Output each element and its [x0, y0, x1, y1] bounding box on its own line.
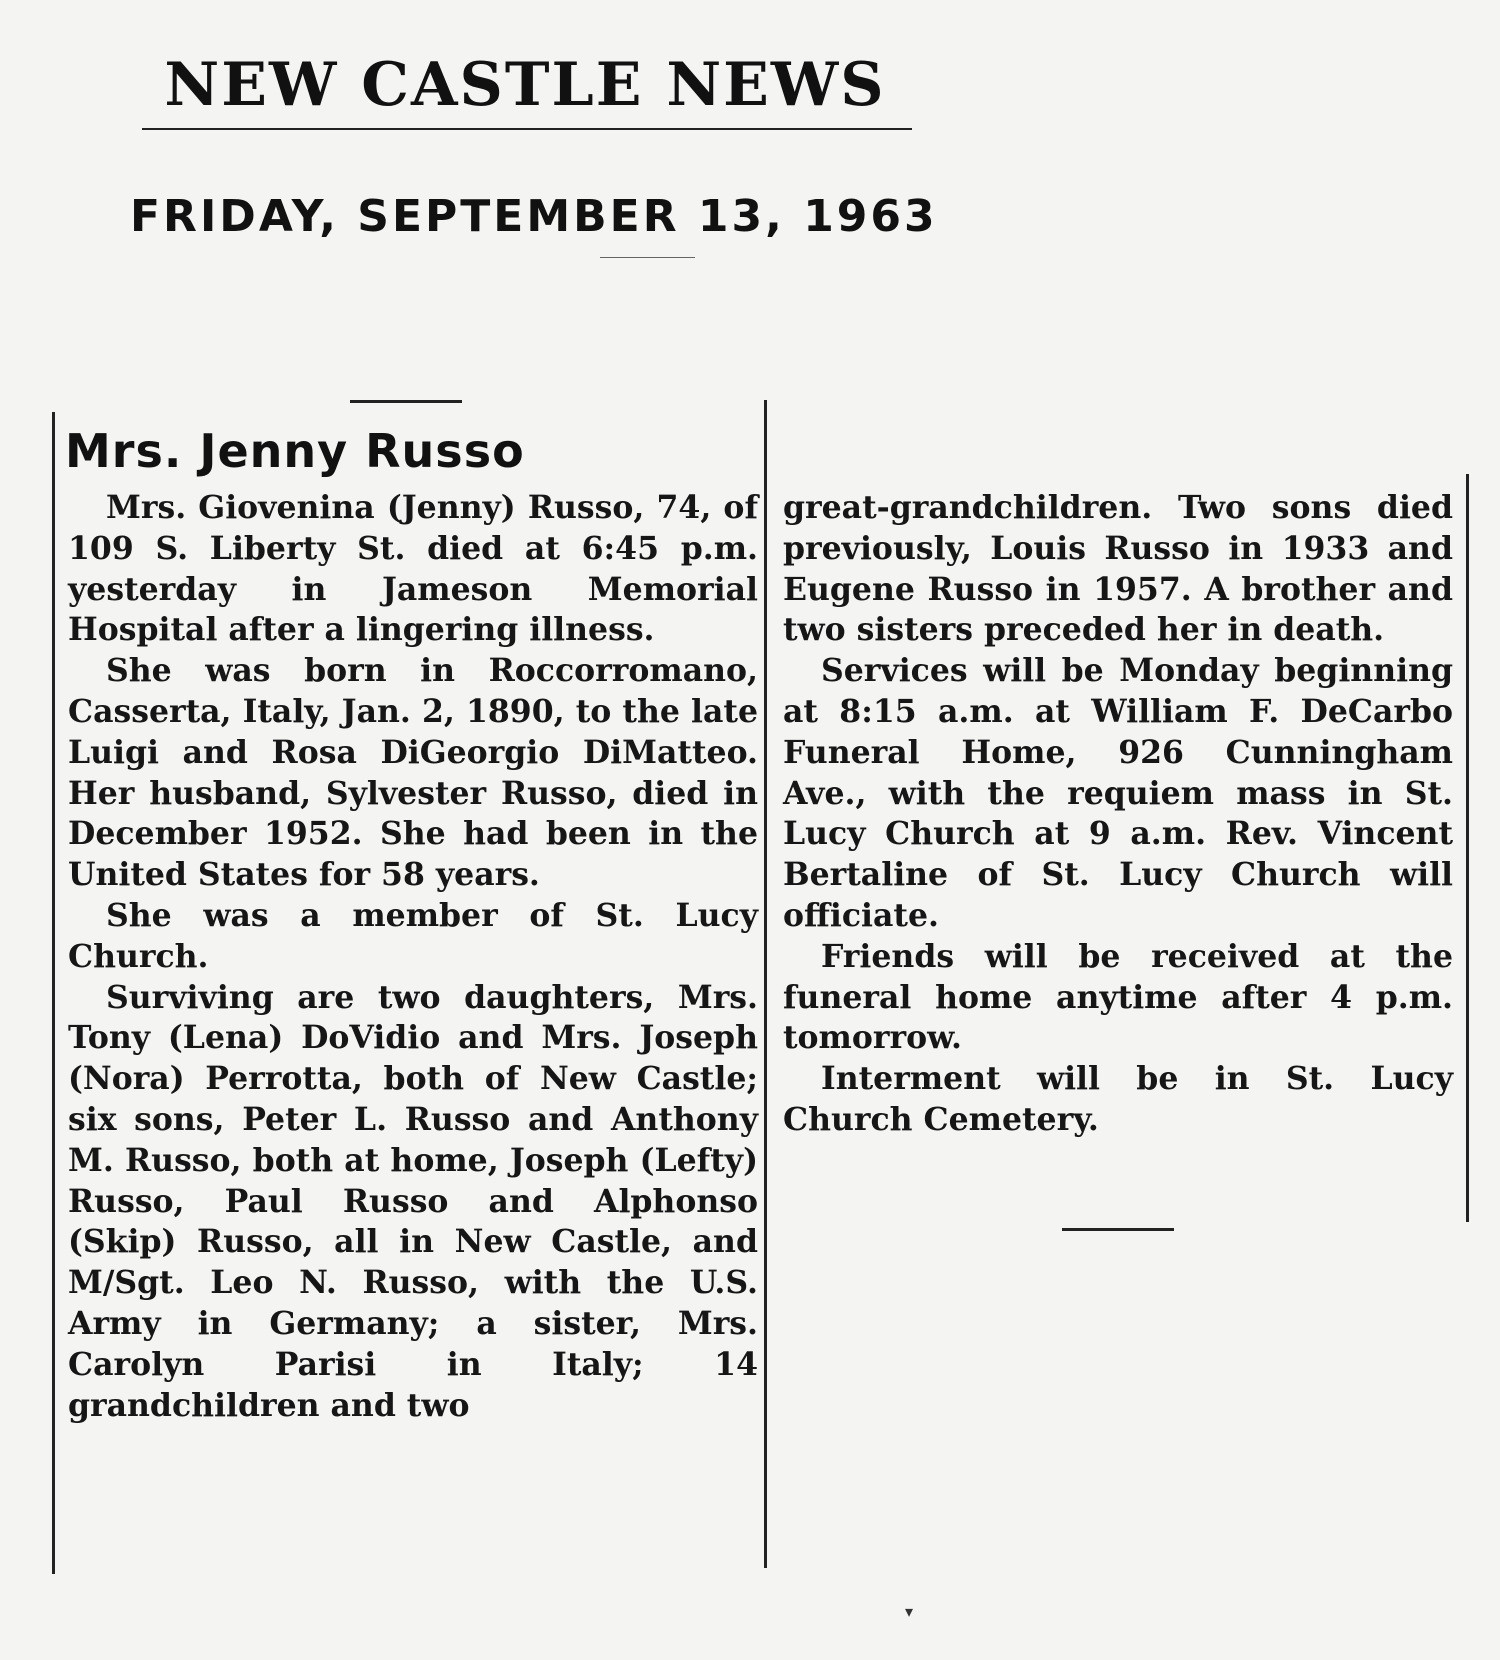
- column-divider: [764, 400, 767, 1568]
- obituary-headline: Mrs. Jenny Russo: [65, 424, 525, 478]
- newspaper-masthead: NEW CASTLE NEWS: [164, 50, 886, 120]
- article-column-1: [68, 488, 758, 1426]
- paragraph-membership: She was a member of St. Lucy Church.: [68, 896, 758, 975]
- dateline-rule: [600, 257, 695, 258]
- left-column-border: [52, 412, 55, 1574]
- paragraph-biography: She was born in Roccorromano, Casserta, Italy, Jan. 2, 1890, to the late Luigi and Rosa DiGeorgio DiMatteo. Her husband, Sylvester Russo, died in December 1952. She had been in the United States for 58 years.: [68, 652, 758, 894]
- paragraph-services: Services will be Monday beginning at 8:15 a.m. at William F. DeCarbo Funeral Home, 926 Cunningham Ave., with the requiem mass in St. Lucy Church at 9 a.m. Rev. Vincent Bertaline of St. Lucy Church will officiate.: [783, 652, 1453, 934]
- dateline: FRIDAY, SEPTEMBER 13, 1963: [130, 191, 938, 242]
- article-top-rule: [350, 400, 462, 403]
- paragraph-visitation: Friends will be received at the funeral home anytime after 4 p.m. tomorrow.: [783, 937, 1453, 1057]
- print-speck: ▾: [905, 1602, 914, 1621]
- masthead-rule: [142, 128, 912, 130]
- article-bottom-rule: [1062, 1228, 1174, 1231]
- paragraph-death-notice: Mrs. Giovenina (Jenny) Russo, 74, of 109 S. Liberty St. died at 6:45 p.m. yesterday in Jameson Memorial Hospital after a lingering illness.: [68, 489, 758, 649]
- article-column-2: [783, 488, 1453, 1141]
- paragraph-survivors: Surviving are two daughters, Mrs. Tony (Lena) DoVidio and Mrs. Joseph (Nora) Perrotta, both of New Castle; six sons, Peter L. Russo and Anthony M. Russo, both at home, Joseph (Lefty) Russo, Paul Russo and Alphonso (Skip) Russo, all in New Castle, and M/Sgt. Leo N. Russo, with the U.S. Army in Germany; a sister, Mrs. Carolyn Parisi in Italy; 14 grandchildren and two: [68, 978, 758, 1424]
- paragraph-interment: Interment will be in St. Lucy Church Cemetery.: [783, 1060, 1453, 1138]
- right-column-border: [1466, 474, 1469, 1222]
- paragraph-survivors-continued: great-grandchildren. Two sons died previously, Louis Russo in 1933 and Eugene Russo in 1957. A brother and two sisters preceded her in death.: [783, 489, 1453, 649]
